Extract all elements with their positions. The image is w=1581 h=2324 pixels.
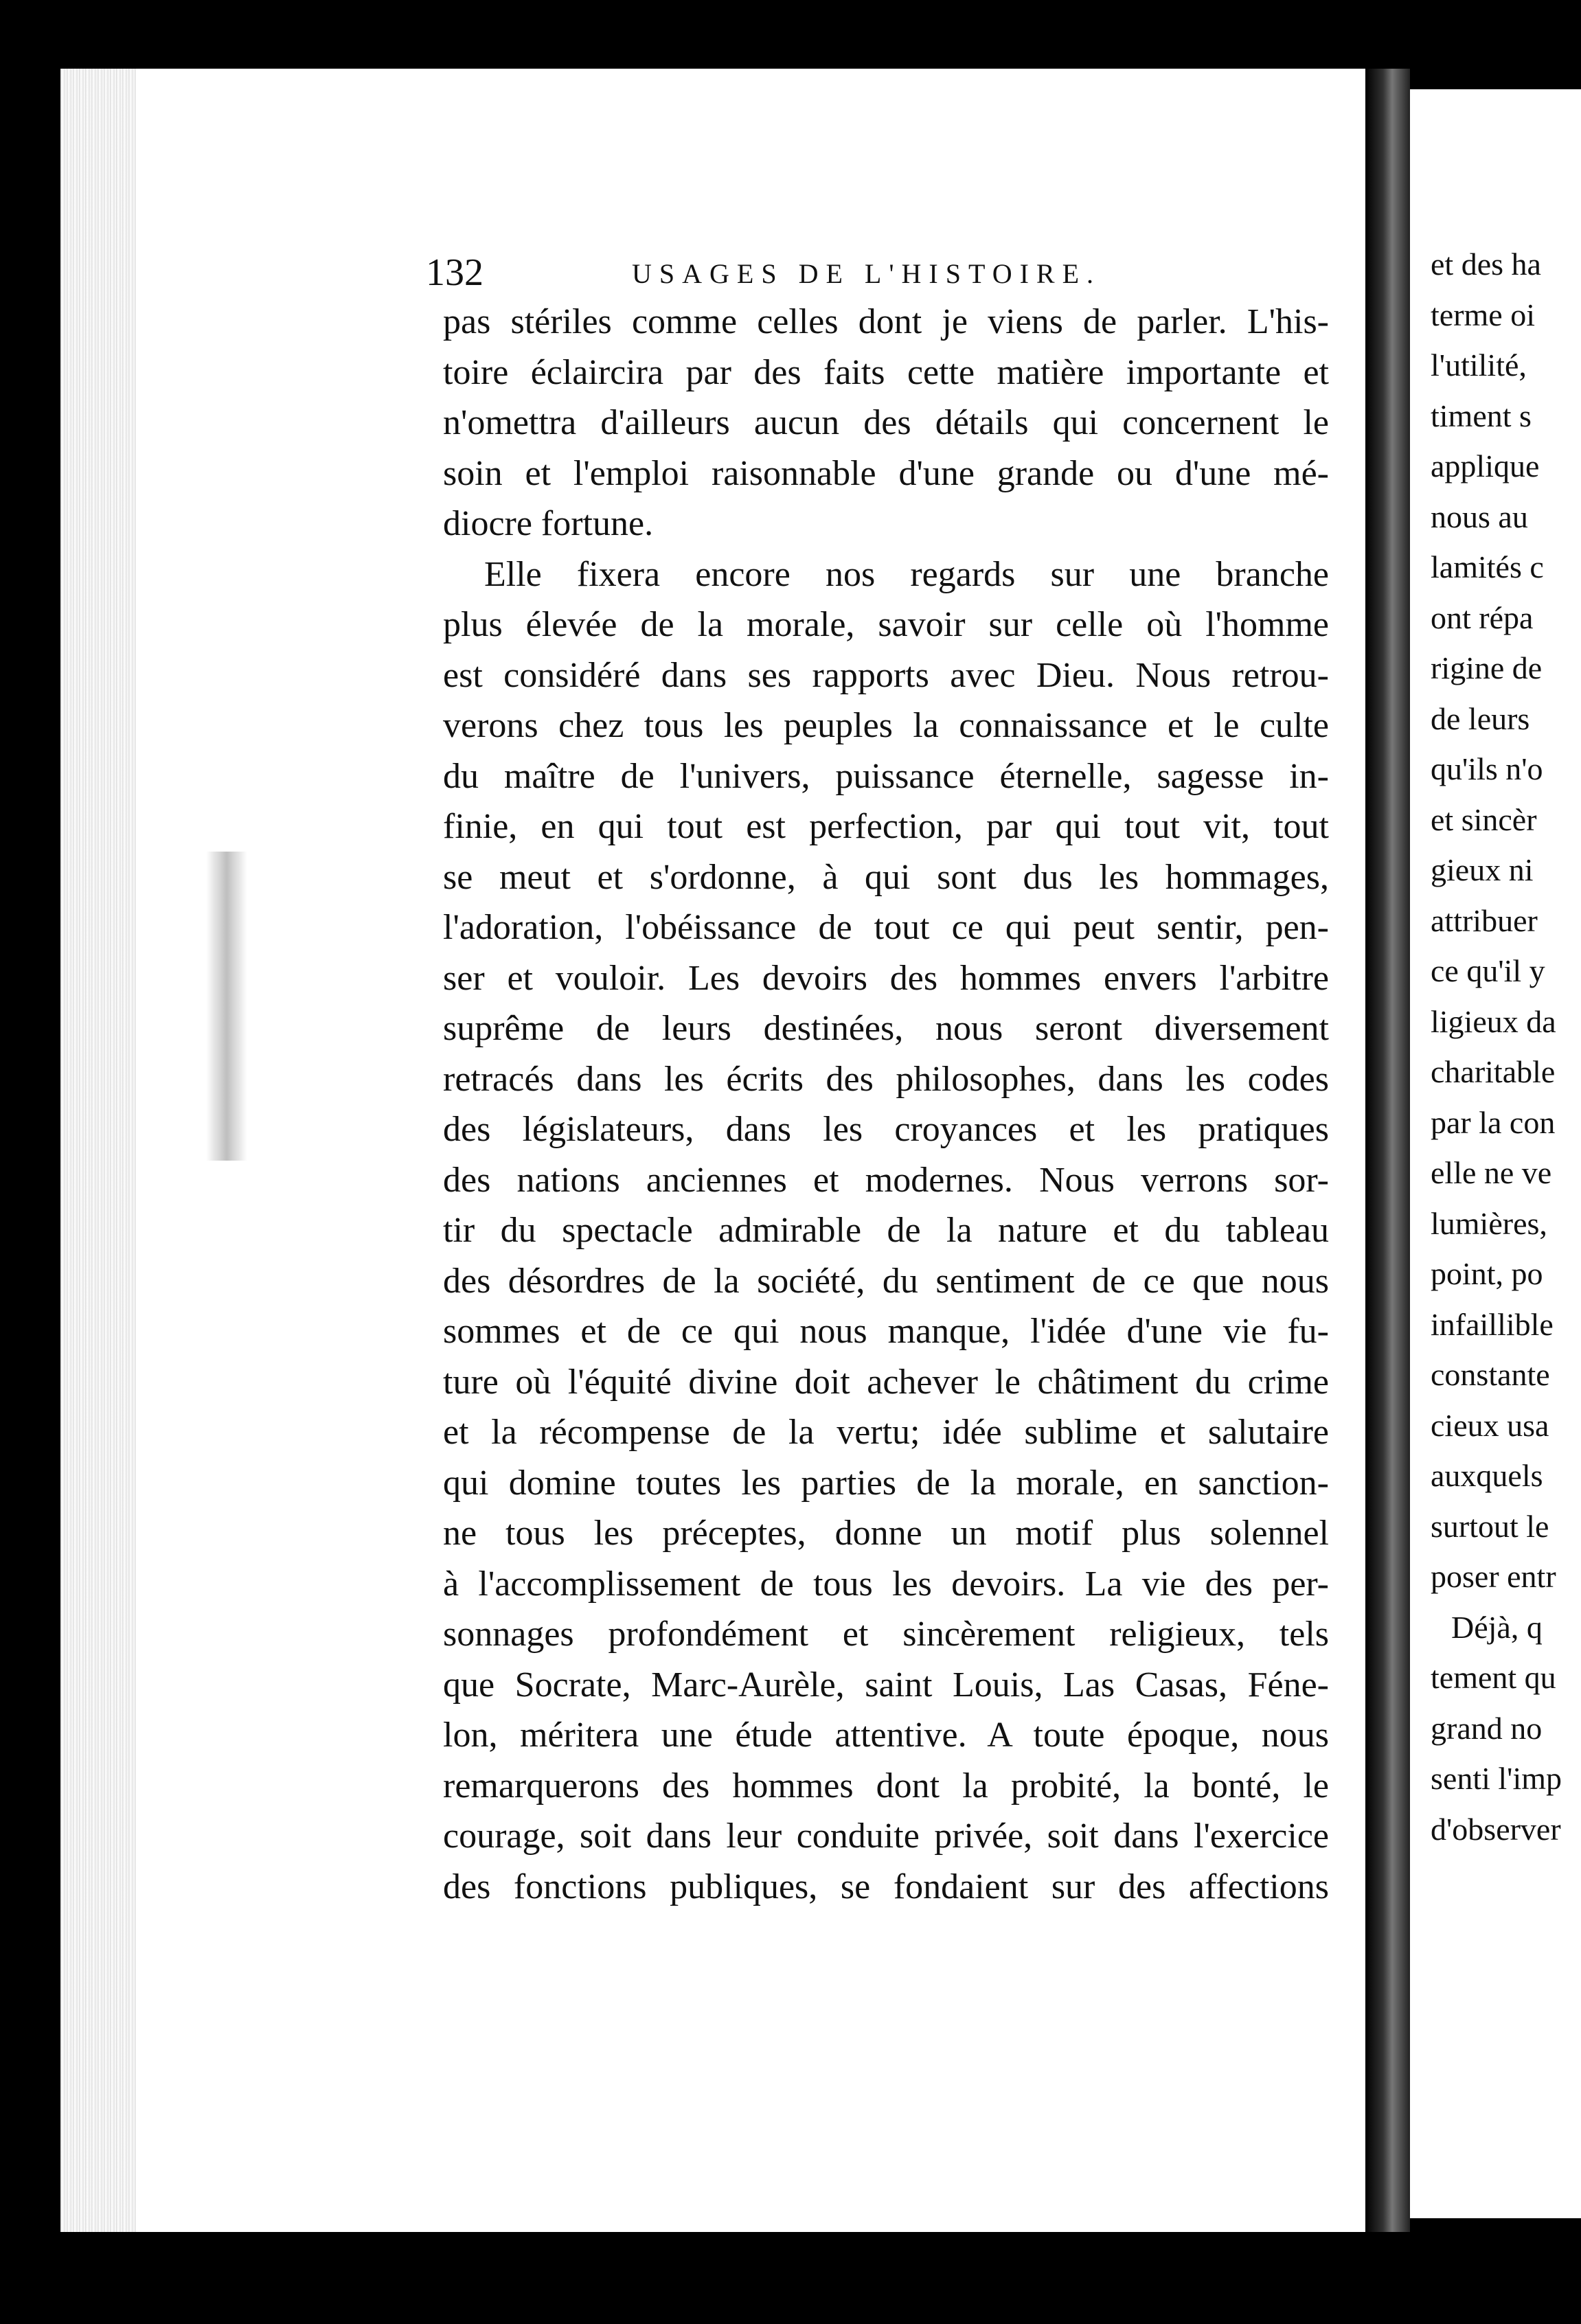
text-line: des fonctions publiques, se fondaient sur des affections xyxy=(443,1867,1329,1906)
text-line: des législateurs, dans les croyances et les pratiques xyxy=(443,1110,1329,1149)
right-page-line: elle ne ve xyxy=(1431,1155,1552,1190)
right-page-line: charitable xyxy=(1431,1054,1556,1089)
right-page-line: point, po xyxy=(1431,1256,1543,1291)
right-page-line: terme oi xyxy=(1431,297,1535,332)
right-page-line: auxquels xyxy=(1431,1458,1543,1493)
text-line: Elle fixera encore nos regards sur une branche xyxy=(484,554,1329,594)
text-line: l'adoration, l'obéissance de tout ce qui peut sentir, pen- xyxy=(443,908,1329,947)
text-line: du maître de l'univers, puissance éternelle, sagesse in- xyxy=(443,756,1329,796)
right-page-line: applique xyxy=(1431,448,1540,483)
text-line: que Socrate, Marc-Aurèle, saint Louis, Las Casas, Féne- xyxy=(443,1665,1329,1705)
right-page-line: l'utilité, xyxy=(1431,348,1527,383)
right-page-line: poser entr xyxy=(1431,1559,1556,1594)
text-line: tir du spectacle admirable de la nature et du tableau xyxy=(443,1211,1329,1250)
page-edges xyxy=(60,69,136,2232)
right-page-line: cieux usa xyxy=(1431,1407,1549,1443)
right-page-line: ont répa xyxy=(1431,600,1534,635)
text-line: sommes et de ce qui nous manque, l'idée d'une vie fu- xyxy=(443,1312,1329,1351)
right-page-line: timent s xyxy=(1431,398,1532,433)
running-head: USAGES DE L'HISTOIRE. xyxy=(632,258,1102,289)
right-page-line: surtout le xyxy=(1431,1508,1549,1544)
right-page-line: ligieux da xyxy=(1431,1003,1556,1039)
right-page-line: de leurs xyxy=(1431,700,1530,736)
text-line: retracés dans les écrits des philosophes, dans les codes xyxy=(443,1059,1329,1099)
text-line: des désordres de la société, du sentiment de ce que nous xyxy=(443,1261,1329,1301)
text-line: toire éclaircira par des faits cette matière importante et xyxy=(443,352,1329,392)
right-page-line: tement qu xyxy=(1431,1660,1556,1695)
right-page-line: lumières, xyxy=(1431,1205,1547,1241)
right-page-line: infaillible xyxy=(1431,1306,1554,1342)
right-page-line: d'observer xyxy=(1431,1811,1561,1847)
right-page-line: nous au xyxy=(1431,499,1528,534)
right-page-line: et des ha xyxy=(1431,247,1541,282)
text-line: qui domine toutes les parties de la morale, en sanction- xyxy=(443,1463,1329,1503)
right-page-line: lamités c xyxy=(1431,549,1544,584)
text-line: suprême de leurs destinées, nous seront diversement xyxy=(443,1009,1329,1048)
text-line: finie, en qui tout est perfection, par qui tout vit, tout xyxy=(443,807,1329,846)
main-text-block xyxy=(443,297,1329,1912)
right-page-line: qu'ils n'o xyxy=(1431,751,1543,786)
right-page xyxy=(1410,89,1581,2218)
text-line: diocre fortune. xyxy=(443,504,654,543)
text-line: ser et vouloir. Les devoirs des hommes envers l'arbitre xyxy=(443,958,1329,998)
text-line: ture où l'équité divine doit achever le châtiment du crime xyxy=(443,1362,1329,1402)
text-line: à l'accomplissement de tous les devoirs. La vie des per- xyxy=(443,1564,1329,1604)
text-line: plus élevée de la morale, savoir sur celle où l'homme xyxy=(443,605,1329,644)
text-line: se meut et s'ordonne, à qui sont dus les hommages, xyxy=(443,857,1329,897)
text-line: est considéré dans ses rapports avec Dieu. Nous retrou- xyxy=(443,655,1329,695)
text-line: sonnages profondément et sincèrement religieux, tels xyxy=(443,1615,1329,1654)
right-page-line: et sincèr xyxy=(1431,801,1537,837)
text-line: des nations anciennes et modernes. Nous verrons sor- xyxy=(443,1160,1329,1200)
text-line: et la récompense de la vertu; idée sublime et salutaire xyxy=(443,1413,1329,1452)
book-gutter xyxy=(1365,69,1410,2232)
right-page-line: rigine de xyxy=(1431,650,1543,685)
right-page-line: attribuer xyxy=(1431,902,1538,938)
right-page-line: ce qu'il y xyxy=(1431,953,1545,988)
text-line: ne tous les préceptes, donne un motif plus solennel xyxy=(443,1514,1329,1553)
text-line: lon, méritera une étude attentive. A toute époque, nous xyxy=(443,1716,1329,1755)
right-page-line: grand no xyxy=(1431,1710,1543,1746)
right-page-line: Déjà, q xyxy=(1451,1609,1543,1645)
right-page-line: constante xyxy=(1431,1357,1550,1392)
text-line: courage, soit dans leur conduite privée, soit dans l'exercice xyxy=(443,1816,1329,1856)
right-page-line: senti l'imp xyxy=(1431,1761,1562,1796)
page-shadow xyxy=(206,852,247,1161)
text-line: verons chez tous les peuples la connaissance et le culte xyxy=(443,706,1329,745)
text-line: soin et l'emploi raisonnable d'une grande ou d'une mé- xyxy=(443,453,1329,493)
right-page-line: gieux ni xyxy=(1431,852,1534,887)
text-line: remarquerons des hommes dont la probité, la bonté, le xyxy=(443,1766,1329,1805)
page-number: 132 xyxy=(426,251,484,294)
text-line: n'omettra d'ailleurs aucun des détails qui concernent le xyxy=(443,403,1329,442)
right-page-line: par la con xyxy=(1431,1104,1556,1140)
text-line: pas stériles comme celles dont je viens de parler. L'his- xyxy=(443,302,1329,341)
